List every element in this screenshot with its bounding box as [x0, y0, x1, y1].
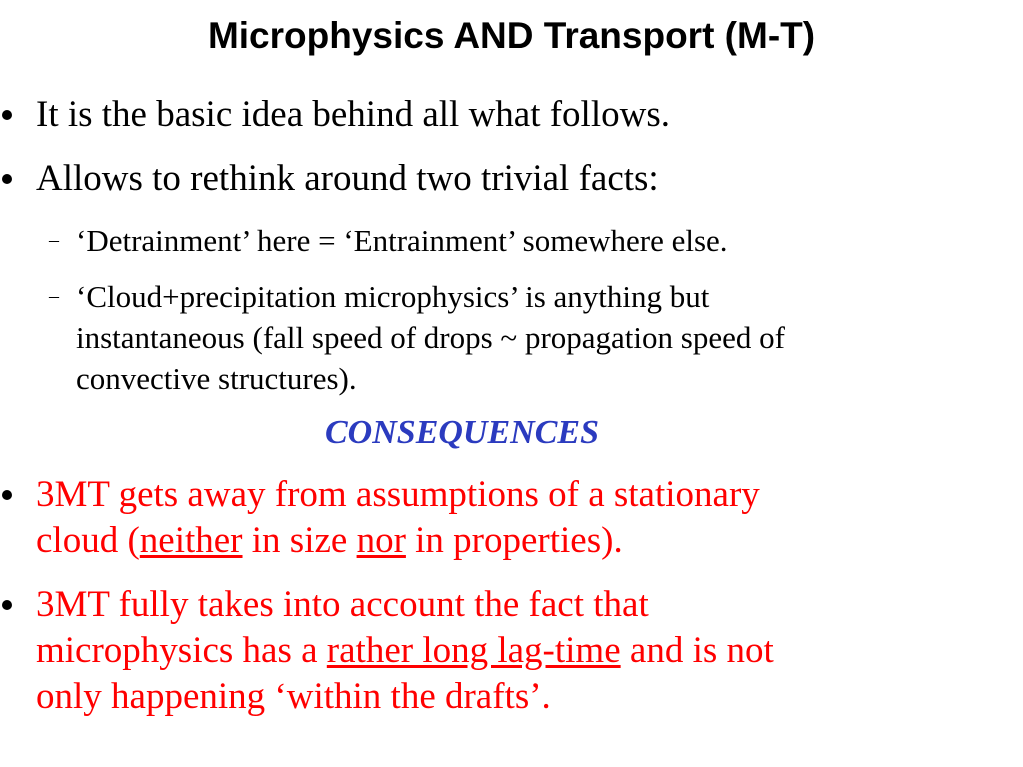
underlined-word: neither [139, 520, 243, 561]
bullet-text: It is the basic idea behind all what follows. [36, 94, 670, 135]
subbullet-line: instantaneous (fall speed of drops ~ propagation speed of [76, 320, 785, 355]
bullet-line: only happening ‘within the drafts’. [36, 676, 551, 717]
bullet-dot-icon [2, 110, 12, 120]
text-segment: microphysics has a [36, 630, 327, 671]
subbullet-text [76, 276, 785, 399]
bullet-line [36, 518, 1010, 564]
bullet-dot-icon [2, 490, 12, 500]
bullet-dot-icon [2, 600, 12, 610]
text-segment: cloud ( [36, 520, 140, 561]
dash-icon: – [49, 229, 59, 251]
consequences-heading: CONSEQUENCES [325, 414, 599, 451]
bullet-text [36, 472, 1010, 564]
underlined-word: nor [356, 520, 406, 561]
bullet-dot-icon [2, 174, 12, 184]
subbullet-line: ‘Cloud+precipitation microphysics’ is anything but [76, 279, 710, 314]
underlined-phrase: rather long lag-time [326, 630, 621, 671]
bullet-line: 3MT fully takes into account the fact that [36, 584, 649, 625]
text-segment: in size [242, 520, 357, 561]
subbullet-text: ‘Detrainment’ here = ‘Entrainment’ somewhere else. [76, 223, 728, 258]
bullet-line [36, 628, 1010, 674]
dash-icon: – [49, 285, 59, 307]
text-segment: and is not [620, 630, 774, 671]
bullet-text [36, 582, 1010, 720]
bullet-text: Allows to rethink around two trivial facts: [36, 158, 659, 199]
bullet-line: 3MT gets away from assumptions of a stationary [36, 474, 760, 515]
text-segment: in properties). [405, 520, 623, 561]
slide-title: Microphysics AND Transport (M-T) [207, 15, 816, 56]
subbullet-line: convective structures). [76, 361, 357, 396]
